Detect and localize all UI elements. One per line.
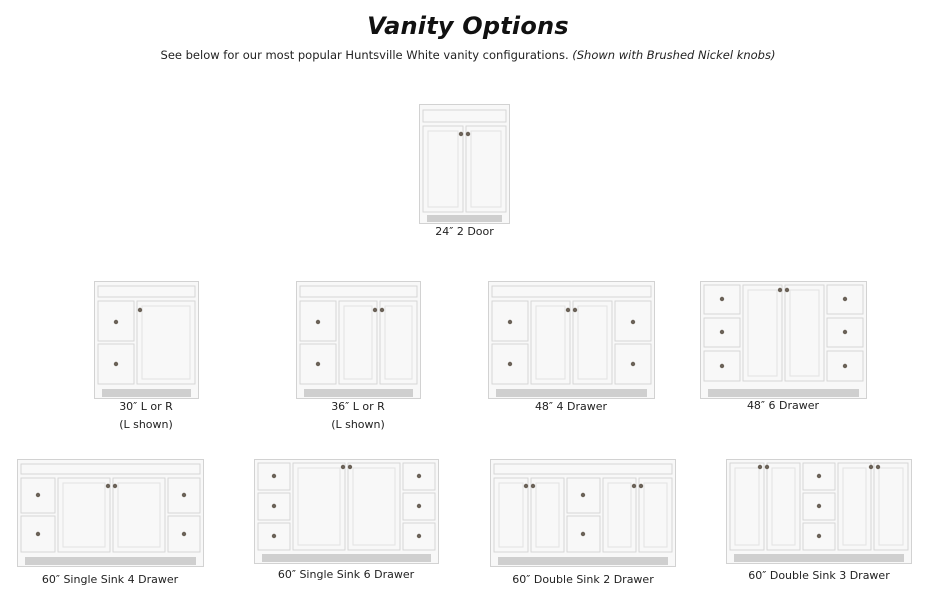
vanity-image-48-6-drawer[interactable] bbox=[700, 281, 867, 399]
caption-line-1: 30″ L or R bbox=[119, 400, 173, 413]
caption-line-2: (L shown) bbox=[331, 418, 385, 431]
vanity-image-60-single-sink-4-drawer[interactable] bbox=[17, 459, 204, 567]
vanity-image-30-l-or-r[interactable] bbox=[94, 281, 199, 399]
caption-line-1: 60″ Double Sink 2 Drawer bbox=[512, 573, 654, 586]
caption-line-1: 60″ Single Sink 4 Drawer bbox=[41, 573, 179, 586]
page-title: Vanity Options bbox=[367, 12, 569, 40]
vanity-caption bbox=[419, 223, 510, 241]
subtitle-note: (Shown with Brushed Nickel knobs) bbox=[572, 48, 776, 62]
page-subtitle bbox=[0, 48, 936, 62]
vanity-caption bbox=[501, 398, 641, 416]
caption-line-1: 36″ L or R bbox=[331, 400, 385, 413]
vanity-caption bbox=[30, 571, 190, 589]
vanity-image-60-double-sink-3-drawer[interactable] bbox=[726, 459, 912, 564]
vanity-caption bbox=[713, 397, 853, 415]
caption-line-1: 60″ Double Sink 3 Drawer bbox=[748, 569, 890, 582]
vanity-image-48-4-drawer[interactable] bbox=[488, 281, 655, 399]
caption-line-1: 60″ Single Sink 6 Drawer bbox=[277, 568, 415, 581]
caption-line-1: 48″ 6 Drawer bbox=[746, 399, 820, 412]
vanity-caption bbox=[739, 567, 899, 585]
vanity-image-60-single-sink-6-drawer[interactable] bbox=[254, 459, 439, 564]
vanity-caption bbox=[298, 398, 418, 434]
vanity-caption bbox=[503, 571, 663, 589]
vanity-image-24-2-door[interactable] bbox=[419, 104, 510, 224]
caption-line-2: (L shown) bbox=[119, 418, 173, 431]
caption-line-1: 24″ 2 Door bbox=[435, 225, 494, 238]
vanity-caption bbox=[86, 398, 206, 434]
vanity-image-60-double-sink-2-drawer[interactable] bbox=[490, 459, 676, 567]
vanity-image-36-l-or-r[interactable] bbox=[296, 281, 421, 399]
subtitle-text: See below for our most popular Huntsville White vanity configurations. bbox=[160, 48, 569, 62]
caption-line-1: 48″ 4 Drawer bbox=[534, 400, 608, 413]
vanity-caption bbox=[266, 566, 426, 584]
